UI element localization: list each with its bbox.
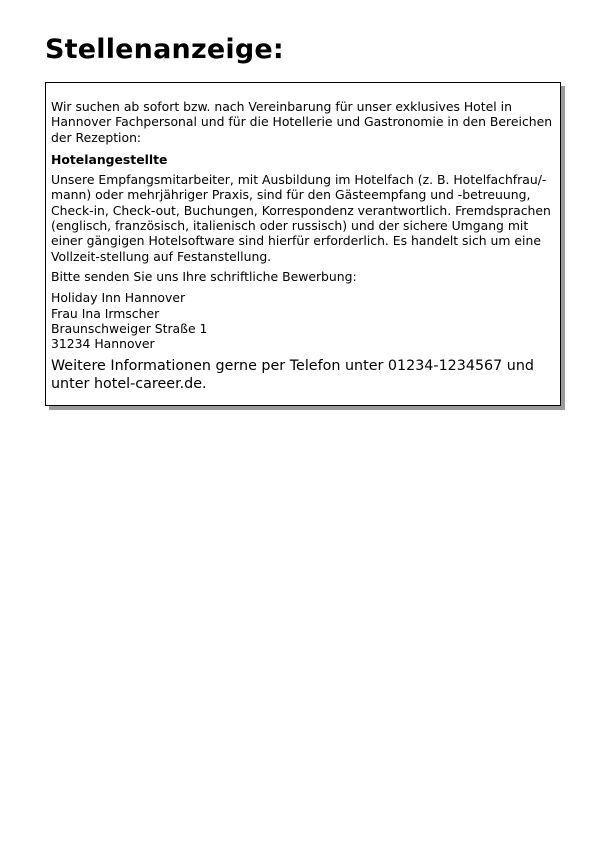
contact-info-text: Weitere Informationen gerne per Telefon unter 01234-1234567 und unter hotel-career.de. [51,358,534,392]
application-request: Bitte senden Sie uns Ihre schriftliche Bewerbung: [51,268,357,284]
address-company: Holiday Inn Hannover [51,290,186,306]
position-title: Hotelangestellte [51,151,168,167]
address-contact-person: Frau Ina Irmscher [51,305,160,321]
address-street: Braunschweiger Straße 1 [51,320,208,336]
page-title: Stellenanzeige: [45,34,284,65]
ad-intro-text: Wir suchen ab sofort bzw. nach Vereinbarung für unser exklusives Hotel in Hannover Fachpersonal und für die Hotellerie und Gastronomie in den Bereichen der Rezeption: [51,99,553,145]
job-ad-box [45,82,561,406]
address-block [51,290,555,351]
address-city: 31234 Hannover [51,336,155,352]
position-description: Unsere Empfangsmitarbeiter, mit Ausbildung im Hotelfach (z. B. Hotelfachfrau/-mann) oder mehrjähriger Praxis, sind für den Gästeempfang und -betreuung, Check-in, Check-out, Buchungen, Korrespondenz verantwortlich. Fremdsprachen (englisch, französisch, italienisch oder russisch) und der sichere Umgang mit einer gängigen Hotelsoftware sind hierfür erforderlich. Es handelt sich um eine Vollzeit-stellung auf Festanstellung. [51,172,551,264]
